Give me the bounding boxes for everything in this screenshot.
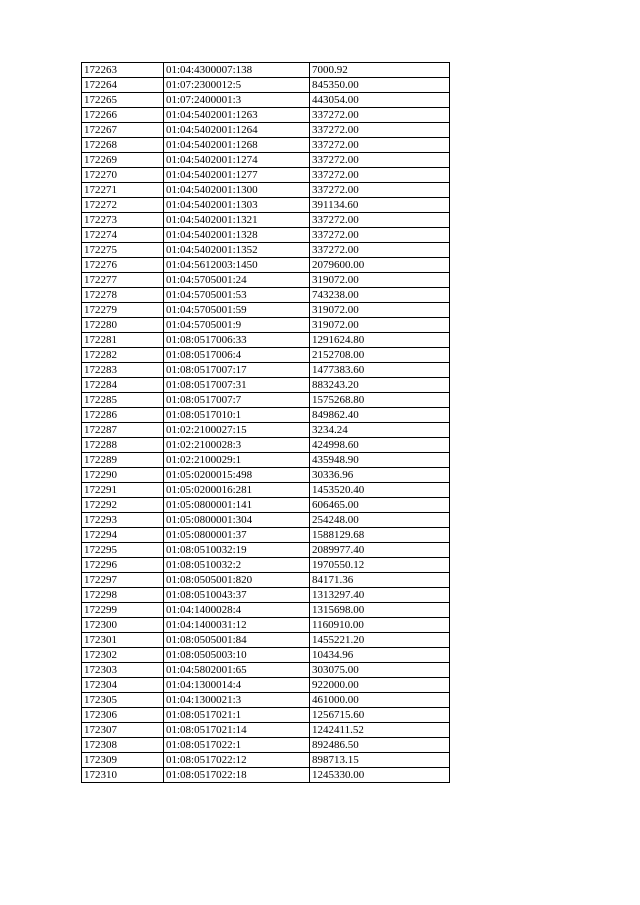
cadastral-number-cell: 01:04:5705001:53 [164, 288, 310, 303]
value-cell: 337272.00 [310, 138, 450, 153]
value-cell: 391134.60 [310, 198, 450, 213]
table-row [82, 153, 450, 168]
table-row [82, 138, 450, 153]
value-cell: 845350.00 [310, 78, 450, 93]
row-id-cell: 172295 [82, 543, 164, 558]
value-cell: 7000.92 [310, 63, 450, 78]
value-cell: 883243.20 [310, 378, 450, 393]
cadastral-number-cell: 01:04:5402001:1352 [164, 243, 310, 258]
row-id-cell: 172275 [82, 243, 164, 258]
value-cell: 1313297.40 [310, 588, 450, 603]
row-id-cell: 172274 [82, 228, 164, 243]
cadastral-number-cell: 01:04:1300014:4 [164, 678, 310, 693]
cadastral-number-cell: 01:08:0505001:84 [164, 633, 310, 648]
table-row [82, 513, 450, 528]
value-cell: 922000.00 [310, 678, 450, 693]
row-id-cell: 172300 [82, 618, 164, 633]
table-row [82, 393, 450, 408]
row-id-cell: 172303 [82, 663, 164, 678]
cadastral-number-cell: 01:04:5402001:1264 [164, 123, 310, 138]
cadastral-number-cell: 01:04:5705001:9 [164, 318, 310, 333]
table-row [82, 333, 450, 348]
table-row [82, 633, 450, 648]
table-row [82, 423, 450, 438]
row-id-cell: 172281 [82, 333, 164, 348]
table-row [82, 243, 450, 258]
table-row [82, 408, 450, 423]
table-row [82, 768, 450, 783]
row-id-cell: 172306 [82, 708, 164, 723]
row-id-cell: 172290 [82, 468, 164, 483]
cadastral-number-cell: 01:08:0517022:1 [164, 738, 310, 753]
row-id-cell: 172283 [82, 363, 164, 378]
cadastral-number-cell: 01:04:5402001:1303 [164, 198, 310, 213]
value-cell: 337272.00 [310, 183, 450, 198]
table-row [82, 588, 450, 603]
cadastral-number-cell: 01:08:0517007:31 [164, 378, 310, 393]
row-id-cell: 172269 [82, 153, 164, 168]
value-cell: 337272.00 [310, 168, 450, 183]
cadastral-number-cell: 01:08:0517006:33 [164, 333, 310, 348]
row-id-cell: 172272 [82, 198, 164, 213]
value-cell: 254248.00 [310, 513, 450, 528]
table-row [82, 573, 450, 588]
row-id-cell: 172280 [82, 318, 164, 333]
row-id-cell: 172286 [82, 408, 164, 423]
table-row [82, 603, 450, 618]
value-cell: 606465.00 [310, 498, 450, 513]
value-cell: 435948.90 [310, 453, 450, 468]
table-row [82, 438, 450, 453]
table-row [82, 738, 450, 753]
value-cell: 424998.60 [310, 438, 450, 453]
table-row [82, 543, 450, 558]
cadastral-number-cell: 01:08:0517021:14 [164, 723, 310, 738]
table-row [82, 258, 450, 273]
cadastral-number-cell: 01:04:1400031:12 [164, 618, 310, 633]
cadastral-number-cell: 01:05:0800001:304 [164, 513, 310, 528]
cadastral-number-cell: 01:08:0510043:37 [164, 588, 310, 603]
value-cell: 303075.00 [310, 663, 450, 678]
row-id-cell: 172289 [82, 453, 164, 468]
value-cell: 1291624.80 [310, 333, 450, 348]
table-row [82, 498, 450, 513]
row-id-cell: 172282 [82, 348, 164, 363]
row-id-cell: 172273 [82, 213, 164, 228]
value-cell: 1453520.40 [310, 483, 450, 498]
cadastral-number-cell: 01:05:0200015:498 [164, 468, 310, 483]
table-row [82, 723, 450, 738]
table-row [82, 618, 450, 633]
cadastral-number-cell: 01:04:5402001:1321 [164, 213, 310, 228]
value-cell: 1242411.52 [310, 723, 450, 738]
cadastral-number-cell: 01:04:1400028:4 [164, 603, 310, 618]
value-cell: 1588129.68 [310, 528, 450, 543]
value-cell: 1315698.00 [310, 603, 450, 618]
cadastral-number-cell: 01:02:2100029:1 [164, 453, 310, 468]
row-id-cell: 172264 [82, 78, 164, 93]
table-row [82, 468, 450, 483]
value-cell: 319072.00 [310, 303, 450, 318]
value-cell: 337272.00 [310, 228, 450, 243]
table-row [82, 228, 450, 243]
cadastral-number-cell: 01:08:0517007:17 [164, 363, 310, 378]
table-row [82, 168, 450, 183]
cadastral-number-cell: 01:05:0800001:141 [164, 498, 310, 513]
table-row [82, 303, 450, 318]
table-row [82, 693, 450, 708]
value-cell: 1575268.80 [310, 393, 450, 408]
row-id-cell: 172308 [82, 738, 164, 753]
table-row [82, 363, 450, 378]
value-cell: 2079600.00 [310, 258, 450, 273]
row-id-cell: 172267 [82, 123, 164, 138]
row-id-cell: 172270 [82, 168, 164, 183]
row-id-cell: 172265 [82, 93, 164, 108]
cadastral-number-cell: 01:04:5402001:1300 [164, 183, 310, 198]
value-cell: 1477383.60 [310, 363, 450, 378]
row-id-cell: 172296 [82, 558, 164, 573]
row-id-cell: 172292 [82, 498, 164, 513]
cadastral-number-cell: 01:04:1300021:3 [164, 693, 310, 708]
cadastral-number-cell: 01:07:2300012:5 [164, 78, 310, 93]
value-cell: 892486.50 [310, 738, 450, 753]
cadastral-number-cell: 01:05:0200016:281 [164, 483, 310, 498]
row-id-cell: 172271 [82, 183, 164, 198]
value-cell: 2089977.40 [310, 543, 450, 558]
row-id-cell: 172278 [82, 288, 164, 303]
table-row [82, 453, 450, 468]
value-cell: 337272.00 [310, 123, 450, 138]
table-row [82, 678, 450, 693]
row-id-cell: 172263 [82, 63, 164, 78]
table-row [82, 63, 450, 78]
value-cell: 84171.36 [310, 573, 450, 588]
row-id-cell: 172301 [82, 633, 164, 648]
value-cell: 2152708.00 [310, 348, 450, 363]
row-id-cell: 172298 [82, 588, 164, 603]
cadastral-number-cell: 01:04:5802001:65 [164, 663, 310, 678]
cadastral-number-cell: 01:04:5402001:1277 [164, 168, 310, 183]
table-row [82, 318, 450, 333]
value-cell: 1455221.20 [310, 633, 450, 648]
table-row [82, 198, 450, 213]
cadastral-number-cell: 01:04:5705001:24 [164, 273, 310, 288]
row-id-cell: 172299 [82, 603, 164, 618]
cadastral-number-cell: 01:08:0517022:12 [164, 753, 310, 768]
row-id-cell: 172310 [82, 768, 164, 783]
cadastral-number-cell: 01:04:5402001:1268 [164, 138, 310, 153]
table-row [82, 708, 450, 723]
value-cell: 849862.40 [310, 408, 450, 423]
row-id-cell: 172287 [82, 423, 164, 438]
table-row [82, 183, 450, 198]
table-row [82, 753, 450, 768]
cadastral-number-cell: 01:08:0505001:820 [164, 573, 310, 588]
value-cell: 1256715.60 [310, 708, 450, 723]
table-row [82, 273, 450, 288]
row-id-cell: 172268 [82, 138, 164, 153]
table-row [82, 78, 450, 93]
table-row [82, 213, 450, 228]
cadastral-number-cell: 01:08:0517010:1 [164, 408, 310, 423]
cadastral-number-cell: 01:08:0505003:10 [164, 648, 310, 663]
table-row [82, 378, 450, 393]
row-id-cell: 172294 [82, 528, 164, 543]
cadastral-number-cell: 01:02:2100028:3 [164, 438, 310, 453]
value-cell: 337272.00 [310, 108, 450, 123]
cadastral-number-cell: 01:04:4300007:138 [164, 63, 310, 78]
row-id-cell: 172285 [82, 393, 164, 408]
value-cell: 743238.00 [310, 288, 450, 303]
cadastral-number-cell: 01:04:5402001:1328 [164, 228, 310, 243]
cadastral-number-cell: 01:04:5612003:1450 [164, 258, 310, 273]
table-row [82, 558, 450, 573]
value-cell: 30336.96 [310, 468, 450, 483]
row-id-cell: 172297 [82, 573, 164, 588]
table-row [82, 483, 450, 498]
row-id-cell: 172279 [82, 303, 164, 318]
value-cell: 319072.00 [310, 318, 450, 333]
table-row [82, 93, 450, 108]
value-cell: 319072.00 [310, 273, 450, 288]
row-id-cell: 172276 [82, 258, 164, 273]
value-cell: 1245330.00 [310, 768, 450, 783]
cadastral-number-cell: 01:04:5402001:1263 [164, 108, 310, 123]
row-id-cell: 172302 [82, 648, 164, 663]
row-id-cell: 172309 [82, 753, 164, 768]
cadastral-number-cell: 01:05:0800001:37 [164, 528, 310, 543]
row-id-cell: 172293 [82, 513, 164, 528]
value-cell: 443054.00 [310, 93, 450, 108]
row-id-cell: 172266 [82, 108, 164, 123]
table-row [82, 123, 450, 138]
cadastral-number-cell: 01:08:0517007:7 [164, 393, 310, 408]
row-id-cell: 172291 [82, 483, 164, 498]
table-row [82, 348, 450, 363]
table-body [82, 63, 450, 783]
table-row [82, 108, 450, 123]
row-id-cell: 172277 [82, 273, 164, 288]
table-row [82, 528, 450, 543]
value-cell: 337272.00 [310, 243, 450, 258]
cadastral-number-cell: 01:02:2100027:15 [164, 423, 310, 438]
value-cell: 3234.24 [310, 423, 450, 438]
cadastral-number-cell: 01:04:5402001:1274 [164, 153, 310, 168]
table-row [82, 288, 450, 303]
cadastral-number-cell: 01:08:0517021:1 [164, 708, 310, 723]
row-id-cell: 172305 [82, 693, 164, 708]
value-cell: 1970550.12 [310, 558, 450, 573]
cadastral-number-cell: 01:04:5705001:59 [164, 303, 310, 318]
value-cell: 337272.00 [310, 153, 450, 168]
row-id-cell: 172304 [82, 678, 164, 693]
table-row [82, 648, 450, 663]
row-id-cell: 172288 [82, 438, 164, 453]
value-cell: 10434.96 [310, 648, 450, 663]
cadastral-number-cell: 01:08:0510032:2 [164, 558, 310, 573]
value-cell: 337272.00 [310, 213, 450, 228]
cadastral-number-cell: 01:07:2400001:3 [164, 93, 310, 108]
table-row [82, 663, 450, 678]
cadastral-number-cell: 01:08:0510032:19 [164, 543, 310, 558]
cadastral-value-table [81, 62, 450, 783]
value-cell: 898713.15 [310, 753, 450, 768]
value-cell: 461000.00 [310, 693, 450, 708]
cadastral-number-cell: 01:08:0517006:4 [164, 348, 310, 363]
value-cell: 1160910.00 [310, 618, 450, 633]
cadastral-number-cell: 01:08:0517022:18 [164, 768, 310, 783]
row-id-cell: 172307 [82, 723, 164, 738]
row-id-cell: 172284 [82, 378, 164, 393]
